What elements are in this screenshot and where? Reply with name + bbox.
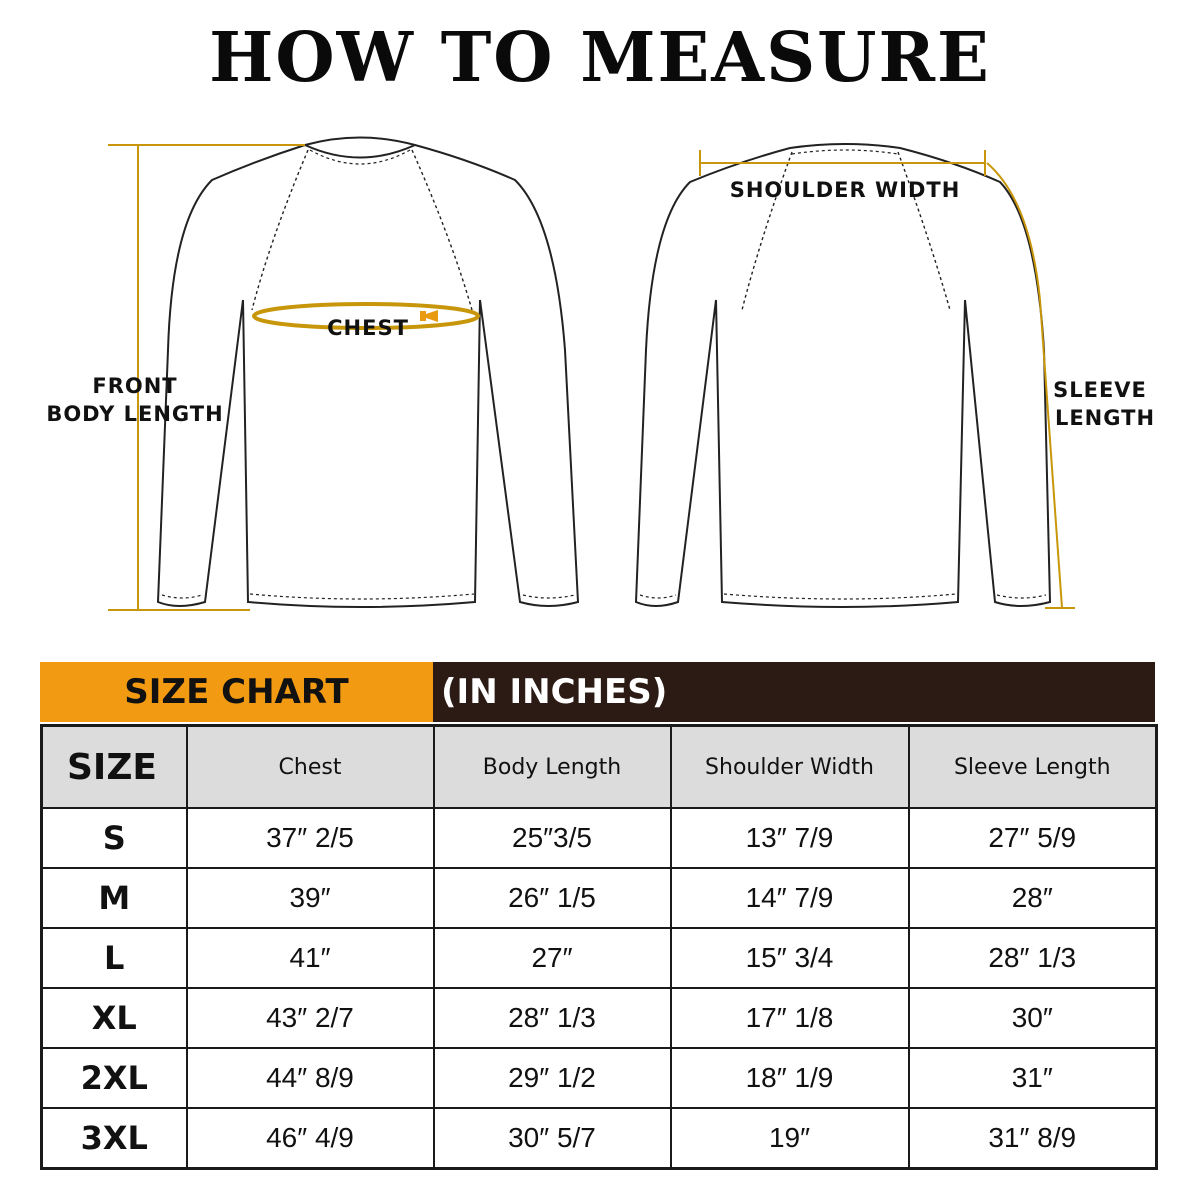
table-header-row <box>42 726 1157 809</box>
header-sleeve-length: Sleeve Length <box>909 726 1157 809</box>
chest-cell: 44″ 8/9 <box>187 1048 434 1108</box>
body-length-cell: 29″ 1/2 <box>434 1048 671 1108</box>
table-row <box>42 1048 1157 1108</box>
table-row <box>42 988 1157 1048</box>
body-length-cell: 27″ <box>434 928 671 988</box>
size-cell: S <box>42 808 187 868</box>
sleeve-length-cell: 28″ <box>909 868 1157 928</box>
size-cell: XL <box>42 988 187 1048</box>
body-length-cell: 25″3/5 <box>434 808 671 868</box>
unit-band <box>433 662 1155 722</box>
chest-cell: 39″ <box>187 868 434 928</box>
table-row <box>42 868 1157 928</box>
shoulder-label: SHOULDER WIDTH <box>729 178 961 202</box>
shoulder-measure <box>700 150 985 176</box>
body-length-cell: 26″ 1/5 <box>434 868 671 928</box>
table-row <box>42 928 1157 988</box>
shoulder-width-cell: 13″ 7/9 <box>671 808 909 868</box>
shirt-diagram-svg <box>0 120 1200 620</box>
table-row <box>42 808 1157 868</box>
shoulder-width-cell: 17″ 1/8 <box>671 988 909 1048</box>
header-size: SIZE <box>42 726 187 809</box>
shoulder-width-cell: 15″ 3/4 <box>671 928 909 988</box>
size-cell: 3XL <box>42 1108 187 1169</box>
front-length-label-line1: FRONT <box>92 374 178 398</box>
chest-cell: 46″ 4/9 <box>187 1108 434 1169</box>
chest-cell: 43″ 2/7 <box>187 988 434 1048</box>
page-title: HOW TO MEASURE <box>209 18 991 98</box>
sleeve-length-cell: 27″ 5/9 <box>909 808 1157 868</box>
size-table <box>40 724 1158 1170</box>
shoulder-width-cell: 14″ 7/9 <box>671 868 909 928</box>
sleeve-length-cell: 30″ <box>909 988 1157 1048</box>
header-body-length: Body Length <box>434 726 671 809</box>
back-shirt <box>636 144 1050 607</box>
size-cell: 2XL <box>42 1048 187 1108</box>
chest-label: CHEST <box>327 316 409 340</box>
chest-cell: 41″ <box>187 928 434 988</box>
chest-cell: 37″ 2/5 <box>187 808 434 868</box>
header-shoulder-width: Shoulder Width <box>671 726 909 809</box>
sleeve-label-line1: SLEEVE <box>1053 378 1147 402</box>
size-chart-title-band <box>40 662 433 722</box>
front-length-label-line2: BODY LENGTH <box>46 402 224 426</box>
sleeve-length-cell: 31″ <box>909 1048 1157 1108</box>
shoulder-width-cell: 19″ <box>671 1108 909 1169</box>
size-cell: M <box>42 868 187 928</box>
body-length-cell: 28″ 1/3 <box>434 988 671 1048</box>
sleeve-length-cell: 28″ 1/3 <box>909 928 1157 988</box>
sleeve-label-line2: LENGTH <box>1054 406 1156 430</box>
table-row <box>42 1108 1157 1169</box>
header-chest: Chest <box>187 726 434 809</box>
size-cell: L <box>42 928 187 988</box>
sleeve-length-cell: 31″ 8/9 <box>909 1108 1157 1169</box>
unit-label: (IN INCHES) <box>441 672 668 712</box>
size-chart-title: SIZE CHART <box>124 672 349 712</box>
shoulder-width-cell: 18″ 1/9 <box>671 1048 909 1108</box>
measurement-diagram <box>0 120 1200 620</box>
body-length-cell: 30″ 5/7 <box>434 1108 671 1169</box>
